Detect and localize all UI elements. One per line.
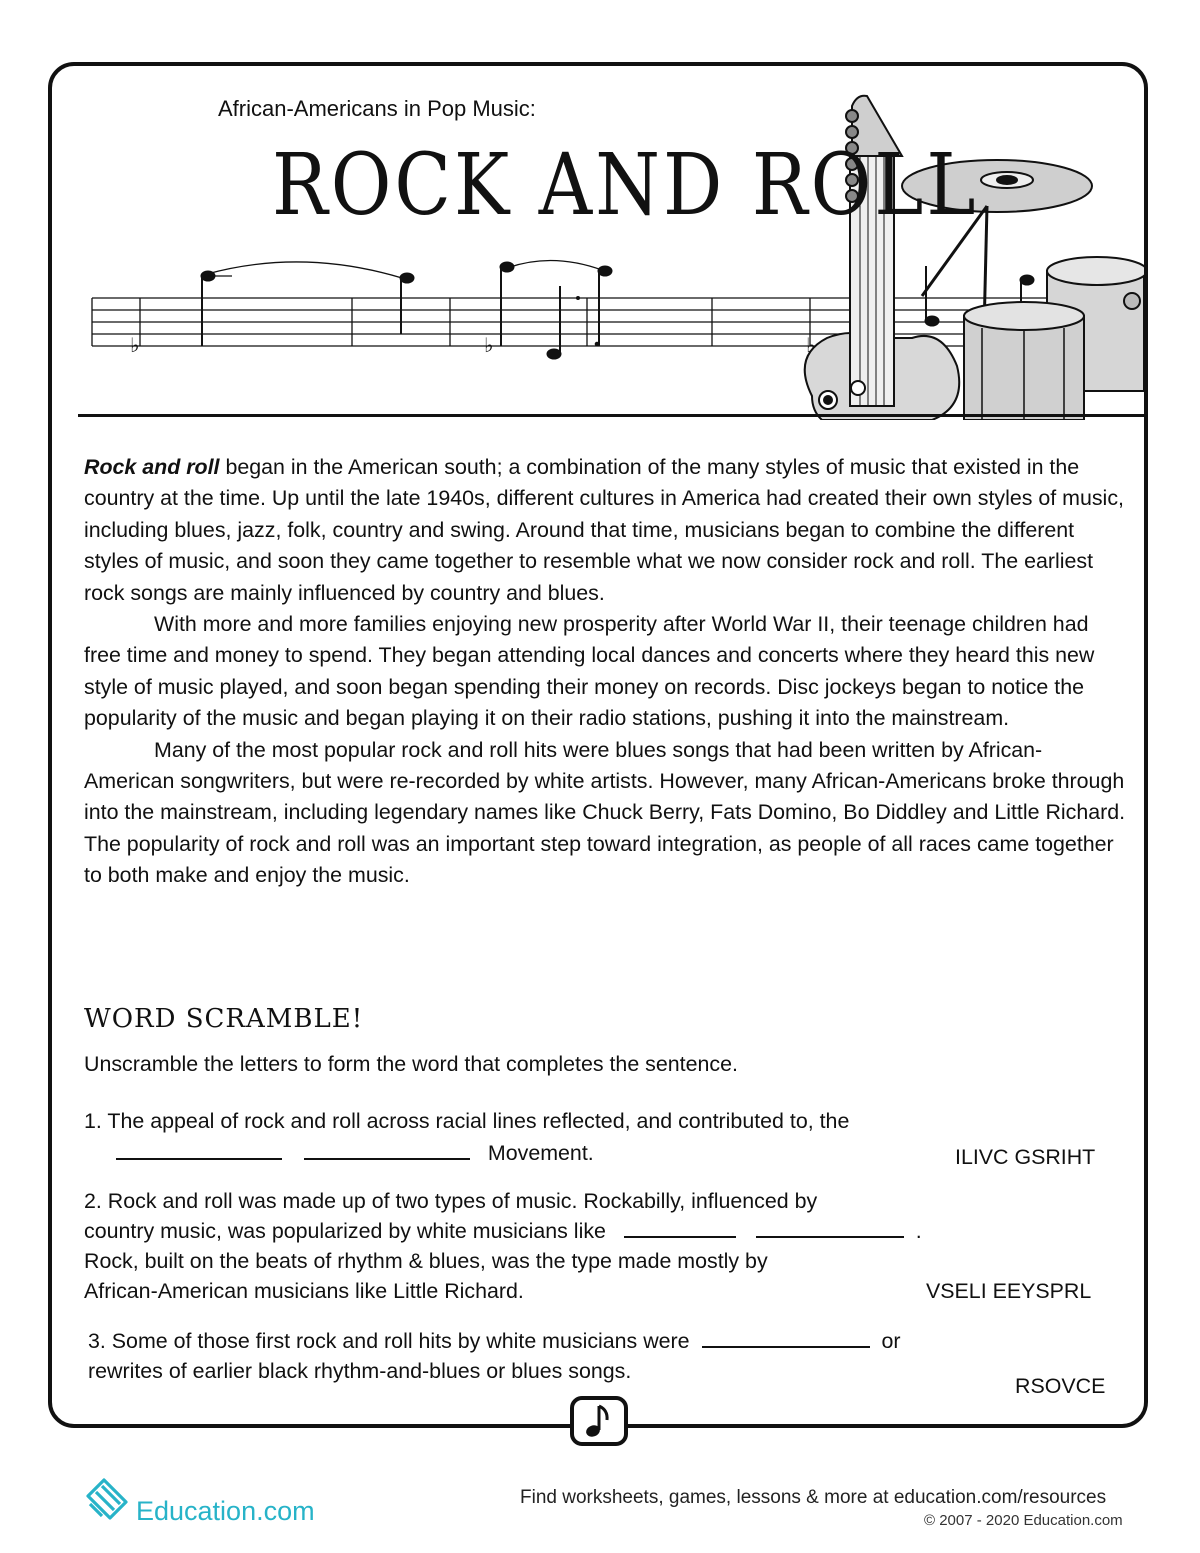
- svg-text:♭: ♭: [806, 333, 816, 357]
- footer-tagline[interactable]: Find worksheets, games, lessons & more at education.com/resources: [520, 1487, 1107, 1508]
- question-2-period: .: [915, 1219, 922, 1243]
- question-3-line-2: rewrites of earlier black rhythm-and-blues or blues songs.: [88, 1359, 632, 1383]
- page-title: ROCK AND ROLL: [272, 136, 979, 235]
- question-2-line-2: [84, 1216, 922, 1246]
- question-2-text: 2. Rock and roll was made up of two types of music. Rockabilly, influenced by: [84, 1189, 818, 1213]
- scrambled-word-2: VSELI EEYSPRL: [926, 1279, 1092, 1303]
- music-note-icon: [574, 1400, 624, 1442]
- paragraph-1: [84, 452, 1128, 609]
- music-staff: [92, 260, 1052, 346]
- question-1-text: 1. The appeal of rock and roll across racial lines reflected, and contributed to, the: [84, 1109, 850, 1133]
- question-2-line-2-text: country music, was popularized by white musicians like: [84, 1219, 606, 1243]
- svg-text:♭: ♭: [484, 333, 494, 357]
- question-1-end: Movement.: [487, 1141, 594, 1165]
- question-3-text: 3. Some of those first rock and roll hits by white musicians were: [88, 1329, 690, 1353]
- answer-blank[interactable]: [756, 1216, 904, 1238]
- instructions: Unscramble the letters to form the word that completes the sentence.: [84, 1052, 738, 1076]
- answer-blank[interactable]: [304, 1138, 470, 1160]
- paragraph-1-text: began in the American south; a combination of the many styles of music that existed in the country at the time. Up until the late 1940s, different cultures in America had created their own styles of music, including blues, jazz, folk, country and swing. Around that time, musicians began to combine the different styles of music, and soon they came together to resemble what we now consider rock and roll. The earliest rock songs are mainly influenced by country and blues.: [84, 455, 1124, 605]
- answer-blank[interactable]: [702, 1326, 870, 1348]
- scrambled-word-3: RSOVCE: [1015, 1374, 1106, 1398]
- page-subtitle: African-Americans in Pop Music:: [218, 96, 536, 121]
- question-2-line-3: Rock, built on the beats of rhythm & blues, was the type made mostly by: [84, 1249, 768, 1273]
- education-logo-icon: [82, 1470, 134, 1522]
- header-illustration: [52, 66, 1144, 420]
- brand-name[interactable]: Education.com: [136, 1496, 315, 1526]
- paragraph-2: With more and more families enjoying new prosperity after World War II, their teenage children had free time and money to spend. They began attending local dances and concerts where they heard this new style of music played, and soon began spending their money on records. Disc jockeys began to notice the popularity of the music and began playing it on their radio stations, pushing it into the mainstream.: [84, 612, 1095, 731]
- paragraph-3: Many of the most popular rock and roll hits were blues songs that had been written by African-American songwriters, but were re-recorded by white artists. However, many African-Americans broke through into the mainstream, including legendary names like Chuck Berry, Fats Domino, Bo Diddley and Little Richard. The popularity of rock and roll was an important step toward integration, as people of all races came together to both make and enjoy the music.: [84, 737, 1126, 888]
- question-3-line-1: [88, 1326, 901, 1356]
- lead-term: Rock and roll: [84, 455, 220, 479]
- answer-blank[interactable]: [116, 1138, 282, 1160]
- question-2-line-4: African-American musicians like Little Richard.: [84, 1279, 524, 1303]
- article-body: [84, 452, 1128, 892]
- svg-text:♭: ♭: [130, 333, 140, 357]
- section-title: WORD SCRAMBLE!: [84, 1004, 364, 1034]
- scrambled-word-1: ILIVC GSRIHT: [955, 1145, 1096, 1169]
- answer-blank[interactable]: [624, 1216, 736, 1238]
- question-1-line-2: [116, 1138, 594, 1168]
- question-3-or: or: [881, 1329, 901, 1353]
- footer-copyright: © 2007 - 2020 Education.com: [924, 1512, 1123, 1529]
- music-note-badge: [570, 1396, 628, 1446]
- header-divider: [78, 414, 1144, 417]
